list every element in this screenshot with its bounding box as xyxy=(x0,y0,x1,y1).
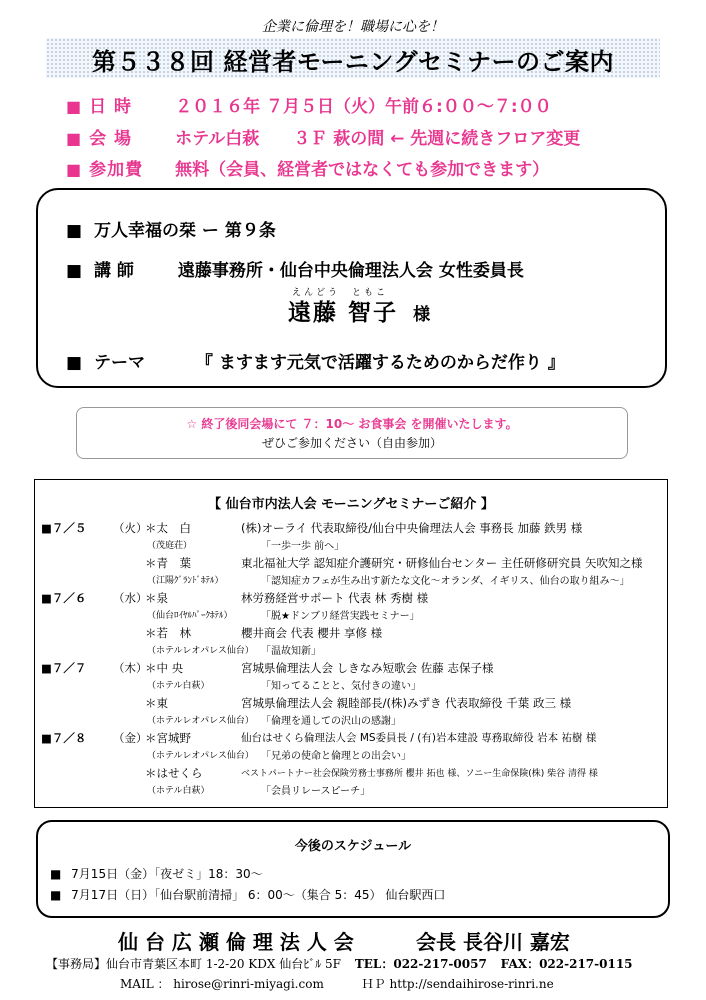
schedule-title: 今後のスケジュール xyxy=(294,839,412,854)
day-of-week: （水） xyxy=(113,591,148,605)
organization-name: 仙 台 広 瀬 倫 理 法 人 会 xyxy=(118,930,354,954)
speaker-info: 東北福祉大学 認知症介護研究・研修仙台センター 主任研修研究員 矢吹知之様 xyxy=(241,556,643,570)
join-notice: ぜひご参加ください（自由参加） xyxy=(261,436,442,450)
venue-label: 会 場 xyxy=(89,129,133,149)
square-bullet-icon: ■ xyxy=(66,261,83,281)
tel-number: TEL：022-217-0057 xyxy=(354,957,487,971)
clause-text: 万人幸福の栞 ー 第９条 xyxy=(93,221,276,241)
fee-label: 参加費 xyxy=(89,160,144,180)
square-bullet-icon: ■ xyxy=(50,867,62,881)
area-name: ＊太 白 xyxy=(145,521,191,535)
schedule-item: ■ 7月15日（金）「夜ゼミ」18：30～ xyxy=(50,867,263,881)
info-venue xyxy=(66,124,580,149)
talk-subtitle: 「一歩一歩 前へ」 xyxy=(261,541,345,552)
lecturer-label: 講 師 xyxy=(93,261,134,281)
area-name: ＊東 xyxy=(145,696,168,710)
chairman-name: 会長 長谷川 嘉宏 xyxy=(416,930,570,954)
hotel-name: （江陽ｸﾞﾗﾝﾄﾞﾎﾃﾙ） xyxy=(147,576,224,586)
fax-number: FAX：022-217-0115 xyxy=(500,957,633,971)
seminar-intro-box xyxy=(34,479,668,808)
day-of-week: （木） xyxy=(113,661,148,675)
square-bullet-icon: ■ xyxy=(66,353,83,373)
office-address: 【事務局】仙台市青葉区本町 1-2-20 KDX 仙台ﾋﾞﾙ 5F xyxy=(46,957,341,971)
venue-value: ホテル白萩 ３Ｆ 萩の間 ← 先週に続きフロア変更 xyxy=(175,129,581,149)
talk-subtitle: 「温故知新」 xyxy=(261,646,321,657)
date-label: 日 時 xyxy=(89,97,133,117)
speaker-info: (株)オーライ 代表取締役/仙台中央倫理法人会 事務長 加藤 鉄男 様 xyxy=(241,521,583,535)
hotel-name: （茂庭荘） xyxy=(147,541,193,551)
lecturer-line xyxy=(66,256,524,281)
area-name: ＊青 葉 xyxy=(145,556,191,570)
area-name: ＊中 央 xyxy=(145,661,184,675)
motto: 企業に倫理を！職場に心を！ xyxy=(262,19,444,35)
square-bullet-icon: ■ xyxy=(66,97,82,116)
theme-label: テーマ xyxy=(93,353,145,373)
speaker-line xyxy=(288,294,430,327)
speaker-info: ベストパートナー社会保険労務士事務所 櫻井 拓也 様、ソニー生命保険(株) 柴谷 清得 様 xyxy=(241,769,598,779)
speaker-info: 宮城県倫理法人会 しきなみ短歌会 佐藤 志保子様 xyxy=(241,661,494,675)
talk-subtitle: 「会員リレースピーチ」 xyxy=(261,786,371,797)
day-of-week: （金） xyxy=(113,731,148,745)
speaker-info: 宮城県倫理法人会 親睦部長/(株)みずき 代表取締役 千葉 政三 様 xyxy=(241,696,572,710)
area-name: ＊宮城野 xyxy=(145,731,191,745)
contact-line xyxy=(120,975,554,992)
theme-text: 『 ますます元気で活躍するためのからだ作り 』 xyxy=(195,353,565,373)
hotel-name: （仙台ﾛｲﾔﾙﾊﾟｰｸﾎﾃﾙ） xyxy=(147,611,233,621)
hotel-name: （ホテルレオパレス仙台） xyxy=(147,646,254,656)
speaker-info: 櫻井商会 代表 櫻井 享修 様 xyxy=(241,626,383,640)
area-name: ＊泉 xyxy=(145,591,168,605)
day-date: ■７／７ xyxy=(41,661,87,675)
talk-subtitle: 「認知症カフェが生み出す新たな文化～オランダ、イギリス、仙台の取り組み～」 xyxy=(261,576,630,587)
talk-subtitle: 「知ってることと、気付きの違い」 xyxy=(261,681,421,692)
speaker-honorific: 様 xyxy=(413,305,431,325)
email-link[interactable]: MAIL ： hirose@rinri-miyagi.com xyxy=(120,977,324,991)
talk-subtitle: 「兄弟の使命と倫理との出会い」 xyxy=(261,751,411,762)
homepage-link[interactable]: ＨＰ http://sendaihirose-rinri.ne xyxy=(361,977,554,991)
day-date: ■７／５ xyxy=(41,521,87,535)
area-name: ＊若 林 xyxy=(145,626,191,640)
date-value: ２０１６年 ７月５日（火）午前６:００～７:００ xyxy=(175,97,552,117)
lecture-box xyxy=(36,188,667,388)
hotel-name: （ホテルレオパレス仙台） xyxy=(147,716,254,726)
schedule-item: ■ 7月17日（日）「仙台駅前清掃」 6：00～（集合 5：45） 仙台駅西口 xyxy=(50,888,446,902)
lecturer-org: 遠藤事務所・仙台中央倫理法人会 女性委員長 xyxy=(177,261,524,281)
page-title: 第５３８回 経営者モーニングセミナーのご案内 xyxy=(92,48,614,76)
square-bullet-icon: ■ xyxy=(50,888,62,902)
hotel-name: （ホテル白萩） xyxy=(147,786,210,796)
fee-value: 無料（会員、経営者ではなくても参加できます） xyxy=(175,160,550,180)
day-of-week: （火） xyxy=(113,521,148,535)
dinner-notice-box xyxy=(76,407,628,459)
info-fee xyxy=(66,155,549,180)
info-date xyxy=(66,92,552,117)
day-date: ■７／８ xyxy=(41,731,87,745)
schedule-box xyxy=(36,820,670,918)
speaker-ruby: えんどう ともこ xyxy=(292,288,389,298)
talk-subtitle: 「脱★ドンブリ経営実践セミナー」 xyxy=(261,611,420,622)
speaker-name: 遠藤 智子 xyxy=(288,300,399,326)
hotel-name: （ホテル白萩） xyxy=(147,681,210,691)
clause-line xyxy=(66,216,276,241)
square-bullet-icon: ■ xyxy=(66,221,83,241)
area-name: ＊はせくら xyxy=(145,766,203,780)
square-bullet-icon: ■ xyxy=(66,129,82,148)
intro-title: 【 仙台市内法人会 モーニングセミナーご紹介 】 xyxy=(208,497,494,512)
speaker-info: 仙台はせくら倫理法人会 MS委員長 / (有)岩本建設 専務取締役 岩本 祐樹 様 xyxy=(241,732,597,744)
dinner-notice: ☆ 終了後同会場にて ７：10～ お食事会 を開催いたします。 xyxy=(186,417,518,431)
talk-subtitle: 「倫理を通しての沢山の感謝」 xyxy=(261,716,401,727)
theme-line xyxy=(66,348,565,373)
office-address-line xyxy=(46,955,633,972)
hotel-name: （ホテルレオパレス仙台） xyxy=(147,751,254,761)
speaker-info: 林労務経営サポート 代表 林 秀樹 様 xyxy=(241,591,429,605)
square-bullet-icon: ■ xyxy=(66,160,82,179)
day-date: ■７／６ xyxy=(41,591,87,605)
